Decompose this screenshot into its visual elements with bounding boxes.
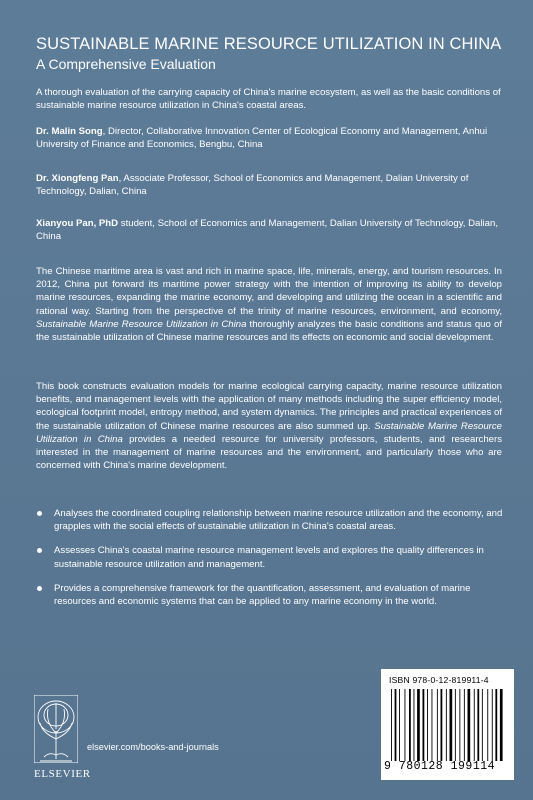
author-name: Dr. Xiongfeng Pan [36, 173, 119, 184]
author-name: Dr. Malin Song [36, 126, 103, 137]
feature-list [36, 507, 506, 619]
barcode-digits: 9 780128 199114 [384, 760, 496, 773]
bullet-icon [37, 548, 42, 553]
author-3 [36, 217, 502, 243]
list-item: Provides a comprehensive framework for the quantification, assessment, and evaluation of marine resources and economic systems that can be applied to any marine economy in the world. [36, 582, 506, 608]
author-name: Xianyou Pan, PhD [36, 218, 119, 229]
elsevier-tree-logo [34, 695, 78, 763]
author-1 [36, 125, 502, 151]
book-title: SUSTAINABLE MARINE RESOURCE UTILIZATION IN CHINA [36, 35, 502, 53]
book-title-italic: Sustainable Marine Resource Utilization in China [36, 318, 247, 330]
book-title-italic: Sustainable Marine Resource Utilization in China [36, 420, 502, 445]
bullet-icon [37, 586, 42, 591]
bullet-icon [37, 511, 42, 516]
intro-text: A thorough evaluation of the carrying capacity of China's marine ecosystem, as well as the basic conditions of sustainable marine resource utilization in China's coastal areas. [36, 87, 501, 112]
publisher-name: ELSEVIER [34, 768, 91, 780]
isbn-label: ISBN 978-0-12-819911-4 [389, 675, 489, 685]
description-paragraph-2: This book constructs evaluation models for marine ecological carrying capacity, marine resource utilization benefits, and management levels with the application of many methods including the super efficiency model, ecological footprint model, entropy method, and system dynamics. The principles and practical experiences of the sustainable utilization of Chinese marine resources are also summed up. Sustainable Marine Resource Utilization in China provides a needed resource for university professors, students, and researchers interested in the management of marine resources and the environment, and particularly those who are concerned with China's marine development. [36, 381, 503, 472]
barcode-icon [389, 689, 507, 761]
author-affiliation: , Director, Collaborative Innovation Center of Ecological Economy and Management, Anhui University of Finance and Economics, Bengbu, China [36, 126, 488, 151]
list-item: Analyses the coordinated coupling relationship between marine resource utilization and the economy, and grapples with the social effects of sustainable utilization in China's coastal areas. [36, 507, 506, 533]
author-affiliation: student, School of Economics and Management, Dalian University of Technology, Dalian, China [36, 218, 498, 243]
description-paragraph-1: The Chinese maritime area is vast and rich in marine space, life, minerals, energy, and tourism resources. In 2012, China put forward its maritime power strategy with the intention of improving its ability to develop marine resources, expanding the marine economy, and developing and utilizing the ocean in a scientific and rational way. Starting from the perspective of the trinity of marine resources, environment, and economy, Sustainable Marine Resource Utilization in China thoroughly analyzes the basic conditions and status quo of the sustainable utilization of Chinese marine resources and its effects on economic and social development. [36, 266, 502, 344]
author-affiliation: , Associate Professor, School of Economics and Management, Dalian University of Technology, Dalian, China [36, 173, 469, 198]
list-item: Assesses China's coastal marine resource management levels and explores the quality differences in sustainable resource utilization and management. [36, 544, 506, 570]
author-2 [36, 172, 502, 198]
book-subtitle: A Comprehensive Evaluation [36, 56, 216, 72]
barcode-box [381, 669, 514, 780]
publisher-website: elsevier.com/books-and-journals [87, 742, 219, 752]
